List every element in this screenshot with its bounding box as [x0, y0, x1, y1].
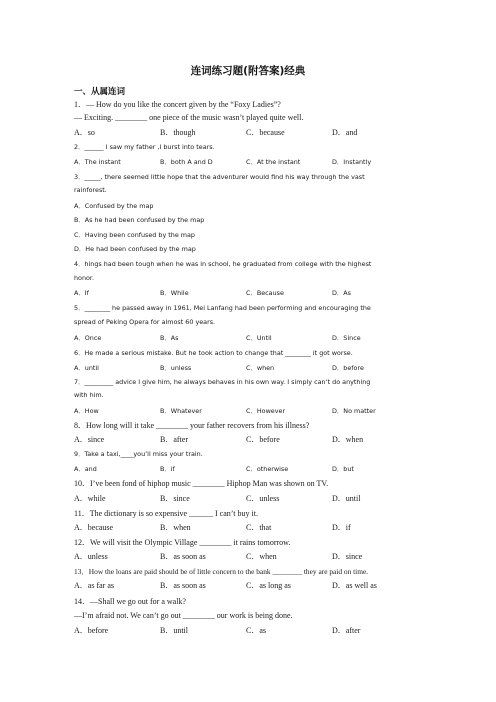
option-c: C．as: [246, 626, 266, 635]
option-a: A．The instant: [74, 158, 121, 166]
question-2-options: [74, 157, 434, 167]
option-d: D．and: [332, 128, 358, 137]
option-b: B．as soon as: [160, 552, 206, 561]
option-a: A．How: [74, 407, 99, 415]
question-1-options: [74, 127, 434, 137]
question-4-line-1: 4．hings had been tough when he was in school, he graduated from college with the highest: [74, 260, 372, 268]
question-14-options: [74, 625, 434, 635]
option-b: B．if: [160, 465, 175, 473]
question-14-line-2: —I’m afraid not. We can’t go out ________ our work is being done.: [74, 611, 293, 620]
option-a: A．until: [74, 364, 99, 372]
option-b: B．While: [160, 289, 189, 297]
option-a: A．so: [74, 128, 95, 137]
question-5-options: [74, 333, 434, 343]
question-2-line-1: 2．______ I saw my father ,I burst into tears.: [74, 143, 215, 151]
option-b: B．as soon as: [160, 581, 206, 590]
question-7-line-1: 7．_________ advice I give him, he always behaves in his own way. I simply can’t do anything: [74, 378, 371, 386]
question-11-options: [74, 522, 434, 532]
option-c: C．because: [246, 128, 285, 137]
option-a: A．If: [74, 289, 89, 297]
question-9-options: [74, 464, 434, 474]
question-5-line-1: 5．________ he passed away in 1961, Mei Lanfang had been performing and encouraging the: [74, 304, 371, 312]
option-d: D．when: [332, 435, 364, 444]
question-5-line-2: spread of Peking Opera for almost 60 years.: [74, 318, 216, 326]
option-c: C．However: [246, 407, 286, 415]
option-b: B．Whatever: [160, 407, 202, 415]
document-title: 连词练习题(附答案)经典: [190, 65, 306, 77]
option-c: C．when: [246, 552, 277, 561]
question-13-options: [74, 580, 434, 590]
option-a: A．as far as: [74, 581, 114, 590]
option-c: C．Until: [246, 334, 272, 342]
question-7-options: [74, 406, 434, 416]
option-a: A．Once: [74, 334, 102, 342]
option-d: D．until: [332, 494, 361, 503]
option-d: D．Since: [332, 334, 361, 342]
option-a: A．unless: [74, 552, 108, 561]
option-b: B．though: [160, 128, 196, 137]
option-c: C．Having been confused by the map: [74, 231, 195, 239]
option-d: D．but: [332, 465, 354, 473]
question-8-line-1: 8．How long will it take ________ your father recovers from his illness?: [74, 421, 310, 430]
question-3-line-2: rainforest.: [74, 186, 107, 194]
question-4-options: [74, 288, 434, 298]
option-d: D．after: [332, 626, 361, 635]
option-c: C．Because: [246, 289, 284, 297]
option-b: B．both A and D: [160, 158, 213, 166]
option-d: D．before: [332, 364, 364, 372]
question-11-line-1: 11．The dictionary is so expensive ______ I can’t buy it.: [74, 509, 258, 518]
option-b: B．unless: [160, 364, 192, 372]
question-6-options: [74, 363, 434, 373]
option-a: A．because: [74, 523, 114, 532]
option-d: D．No matter: [332, 407, 376, 415]
question-14-line-1: 14．—Shall we go out for a walk?: [74, 597, 186, 606]
option-d: D．if: [332, 523, 351, 532]
question-12-line-1: 12．We will visit the Olympic Village ________ it rains tomorrow.: [74, 538, 291, 547]
option-c: C．before: [246, 435, 280, 444]
option-a: A．Confused by the map: [74, 202, 154, 210]
option-a: A．and: [74, 465, 97, 473]
question-6-line-1: 6．He made a serious mistake. But he took action to change that ________ it got worse.: [74, 349, 353, 357]
question-13-line-1: 13．How the loans are paid should be of little concern to the bank ________ they are paid on time.: [74, 567, 369, 576]
option-b: B．when: [160, 523, 191, 532]
question-1-line-1: 1．— How do you like the concert given by the “Foxy Ladies”?: [74, 100, 281, 109]
option-b: B．since: [160, 494, 190, 503]
option-d: D．as well as: [332, 581, 377, 590]
option-a: A．before: [74, 626, 109, 635]
option-d: D．Instantly: [332, 158, 372, 166]
option-c: C．At the instant: [246, 158, 301, 166]
option-c: C．otherwise: [246, 465, 289, 473]
question-1-line-2: — Exciting. ________ one piece of the music wasn’t played quite well.: [74, 113, 304, 122]
option-b: B．after: [160, 435, 188, 444]
option-d: D．He had been confused by the map: [74, 245, 196, 253]
question-10-options: [74, 493, 434, 503]
option-c: C．when: [246, 364, 275, 372]
question-10-line-1: 10．I’ve been fond of hiphop music ________ Hiphop Man was shown on TV.: [74, 479, 329, 488]
question-4-line-2: honor.: [74, 274, 94, 282]
question-8-options: [74, 434, 434, 444]
question-7-line-2: with him.: [74, 391, 104, 399]
option-d: D．As: [332, 289, 352, 297]
option-c: C．as long as: [246, 581, 291, 590]
option-c: C．that: [246, 523, 272, 532]
option-b: B．As: [160, 334, 179, 342]
option-b: B．As he had been confused by the map: [74, 216, 205, 224]
question-9-line-1: 9．Take a taxi,____you’ll miss your train.: [74, 450, 203, 458]
question-3-line-1: 3．_____, there seemed little hope that the adventurer would find his way through the vast: [74, 173, 365, 181]
question-12-options: [74, 551, 434, 561]
option-b: B．until: [160, 626, 189, 635]
option-c: C．unless: [246, 494, 280, 503]
section-heading: 一、从属连词: [74, 87, 126, 97]
option-a: A．since: [74, 435, 105, 444]
option-a: A．while: [74, 494, 106, 503]
option-d: D．since: [332, 552, 363, 561]
